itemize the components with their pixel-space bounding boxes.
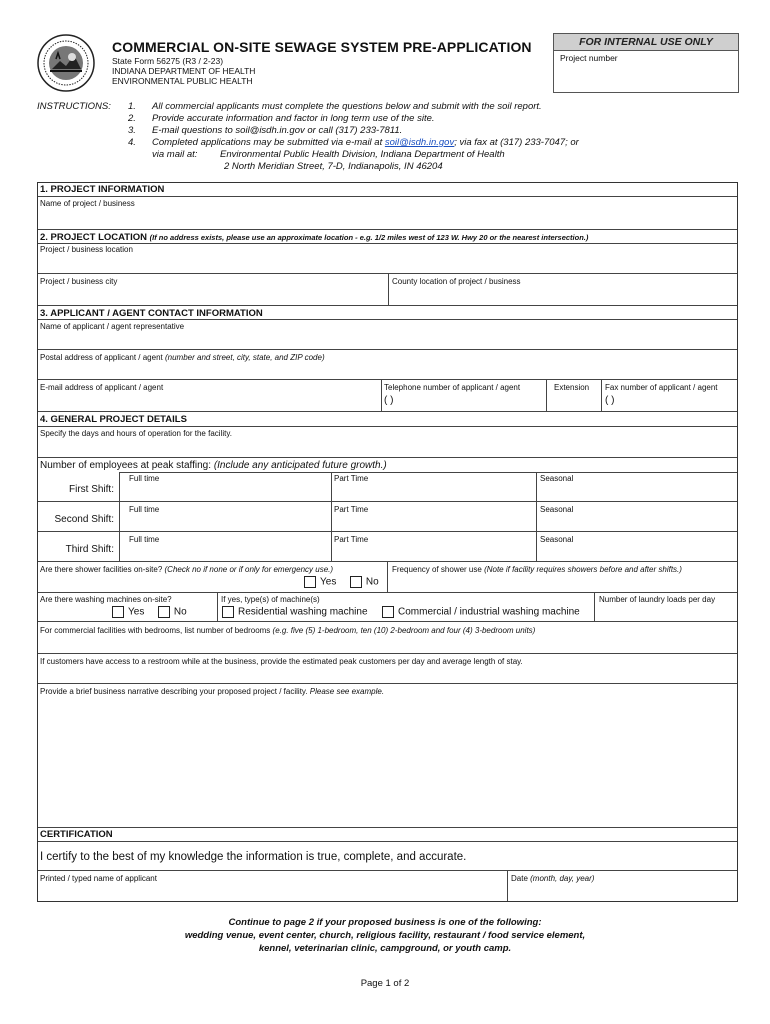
section-3-title: 3. APPLICANT / AGENT CONTACT INFORMATION: [40, 308, 263, 319]
form-number: State Form 56275 (R3 / 2-23): [112, 56, 224, 66]
instruction-item: E-mail questions to soil@isdh.in.gov or call (317) 233-7811.: [152, 125, 403, 136]
washing-options: Yes No: [112, 606, 187, 618]
section-1-title: 1. PROJECT INFORMATION: [40, 184, 165, 195]
location-label: Project / business location: [40, 245, 133, 254]
extension-label: Extension: [554, 383, 590, 392]
second-shift-label: Second Shift:: [54, 514, 114, 525]
postal-address-field[interactable]: [38, 363, 737, 379]
section-2-title: 2. PROJECT LOCATION (If no address exists, please use an approximate location - e.g. 1/2 miles west of 123 W. Hwy 20 or the nearest intersection.): [40, 232, 589, 243]
form-title: COMMERCIAL ON-SITE SEWAGE SYSTEM PRE-APPLICATION: [112, 39, 532, 55]
seasonal-label: Seasonal: [540, 505, 574, 514]
instruction-item: Completed applications may be submitted via e-mail at soil@isdh.in.gov; via fax at (317) 233-7047; or: [152, 137, 579, 148]
commercial-option: Commercial / industrial washing machine: [382, 606, 580, 618]
internal-use-header: FOR INTERNAL USE ONLY: [554, 34, 738, 51]
restroom-field[interactable]: [38, 667, 737, 683]
employees-label: Number of employees at peak staffing: (Include any anticipated future growth.): [40, 460, 387, 471]
state-seal-icon: [36, 33, 96, 93]
third-shift-label: Third Shift:: [65, 544, 114, 555]
application-form: [37, 182, 738, 902]
first-shift-label: First Shift:: [68, 484, 114, 495]
commercial-machine-checkbox[interactable]: [382, 606, 394, 618]
narrative-label: Provide a brief business narrative describing your proposed project / facility. Please see example.: [40, 687, 385, 696]
laundry-loads-label: Number of laundry loads per day: [599, 595, 716, 604]
instruction-item: Provide accurate information and factor in long term use of the site.: [152, 113, 435, 124]
full-time-label: Full time: [129, 505, 160, 514]
part-time-label: Part Time: [334, 535, 369, 544]
shower-yes-checkbox[interactable]: [304, 576, 316, 588]
days-hours-field[interactable]: [38, 439, 737, 457]
agency-name: INDIANA DEPARTMENT OF HEALTH: [112, 66, 256, 76]
county-label: County location of project / business: [392, 277, 521, 286]
seasonal-label: Seasonal: [540, 474, 574, 483]
certification-statement: I certify to the best of my knowledge the information is true, complete, and accurate.: [40, 851, 467, 863]
instruction-num: 4.: [128, 137, 136, 148]
email-link[interactable]: soil@isdh.in.gov: [384, 137, 455, 148]
bedrooms-label: For commercial facilities with bedrooms, list number of bedrooms (e.g. five (5) 1-bedroom, ten (10) 2-bedroom and four (4) 3-bedroom units): [40, 626, 536, 635]
washing-yes-checkbox[interactable]: [112, 606, 124, 618]
shower-frequency-label: Frequency of shower use (Note if facility requires showers before and after shifts.): [392, 565, 682, 574]
machine-type-label: If yes, type(s) of machine(s): [221, 595, 320, 604]
bedrooms-field[interactable]: [38, 636, 737, 653]
narrative-field[interactable]: [38, 697, 737, 827]
printed-name-label: Printed / typed name of applicant: [40, 874, 157, 883]
phone-label: Telephone number of applicant / agent: [384, 383, 521, 392]
project-name-label: Name of project / business: [40, 199, 135, 208]
shower-options: Yes No: [304, 576, 379, 588]
instruction-num: 3.: [128, 125, 136, 136]
shower-question: Are there shower facilities on-site? (Check no if none or if only for emergency use.): [40, 565, 334, 574]
location-field[interactable]: [38, 255, 737, 273]
mail-address-line1: Environmental Public Health Division, Indiana Department of Health: [220, 149, 505, 160]
instruction-item: All commercial applicants must complete the questions below and submit with the soil report.: [152, 101, 542, 112]
seasonal-label: Seasonal: [540, 535, 574, 544]
footer-note-line2: wedding venue, event center, church, religious facility, restaurant / food service element,: [184, 930, 586, 941]
washing-no-checkbox[interactable]: [158, 606, 170, 618]
instruction-num: 2.: [128, 113, 136, 124]
fax-label: Fax number of applicant / agent: [605, 383, 718, 392]
applicant-name-label: Name of applicant / agent representative: [40, 322, 185, 331]
footer-note-line1: Continue to page 2 if your proposed business is one of the following:: [228, 917, 542, 928]
printed-name-field[interactable]: [38, 884, 506, 901]
division-name: ENVIRONMENTAL PUBLIC HEALTH: [112, 76, 253, 86]
residential-machine-checkbox[interactable]: [222, 606, 234, 618]
postal-address-label: Postal address of applicant / agent (number and street, city, state, and ZIP code): [40, 353, 325, 362]
footer-note-line3: kennel, veterinarian clinic, campground, or youth camp.: [258, 943, 512, 954]
extension-field[interactable]: [547, 393, 601, 411]
full-time-label: Full time: [129, 474, 160, 483]
city-field[interactable]: [38, 287, 387, 305]
residential-option: Residential washing machine: [222, 606, 368, 618]
city-label: Project / business city: [40, 277, 118, 286]
project-name-field[interactable]: [38, 209, 737, 229]
date-field[interactable]: [508, 884, 737, 901]
mail-address-line2: 2 North Meridian Street, 7-D, Indianapolis, IN 46204: [224, 161, 443, 172]
email-field[interactable]: [38, 393, 380, 411]
instructions-label: INSTRUCTIONS:: [37, 101, 111, 112]
internal-use-box: [553, 33, 739, 93]
fax-field[interactable]: ( ): [605, 395, 615, 406]
county-field[interactable]: [389, 287, 737, 305]
certification-title: CERTIFICATION: [40, 829, 113, 840]
project-number-label: Project number: [560, 53, 618, 63]
applicant-name-field[interactable]: [38, 331, 737, 349]
part-time-label: Part Time: [334, 474, 369, 483]
full-time-label: Full time: [129, 535, 160, 544]
section-4-title: 4. GENERAL PROJECT DETAILS: [40, 414, 187, 425]
part-time-label: Part Time: [334, 505, 369, 514]
date-label: Date (month, day, year): [511, 874, 595, 883]
phone-field[interactable]: ( ): [384, 395, 394, 406]
restroom-label: If customers have access to a restroom while at the business, provide the estimated peak customers per day and average length of stay.: [40, 657, 523, 666]
washing-question: Are there washing machines on-site?: [40, 595, 172, 604]
shower-no-checkbox[interactable]: [350, 576, 362, 588]
days-hours-label: Specify the days and hours of operation for the facility.: [40, 429, 232, 438]
instruction-num: 1.: [128, 101, 136, 112]
email-label: E-mail address of applicant / agent: [40, 383, 164, 392]
page-number: Page 1 of 2: [360, 978, 410, 989]
mail-label: via mail at:: [152, 149, 198, 160]
